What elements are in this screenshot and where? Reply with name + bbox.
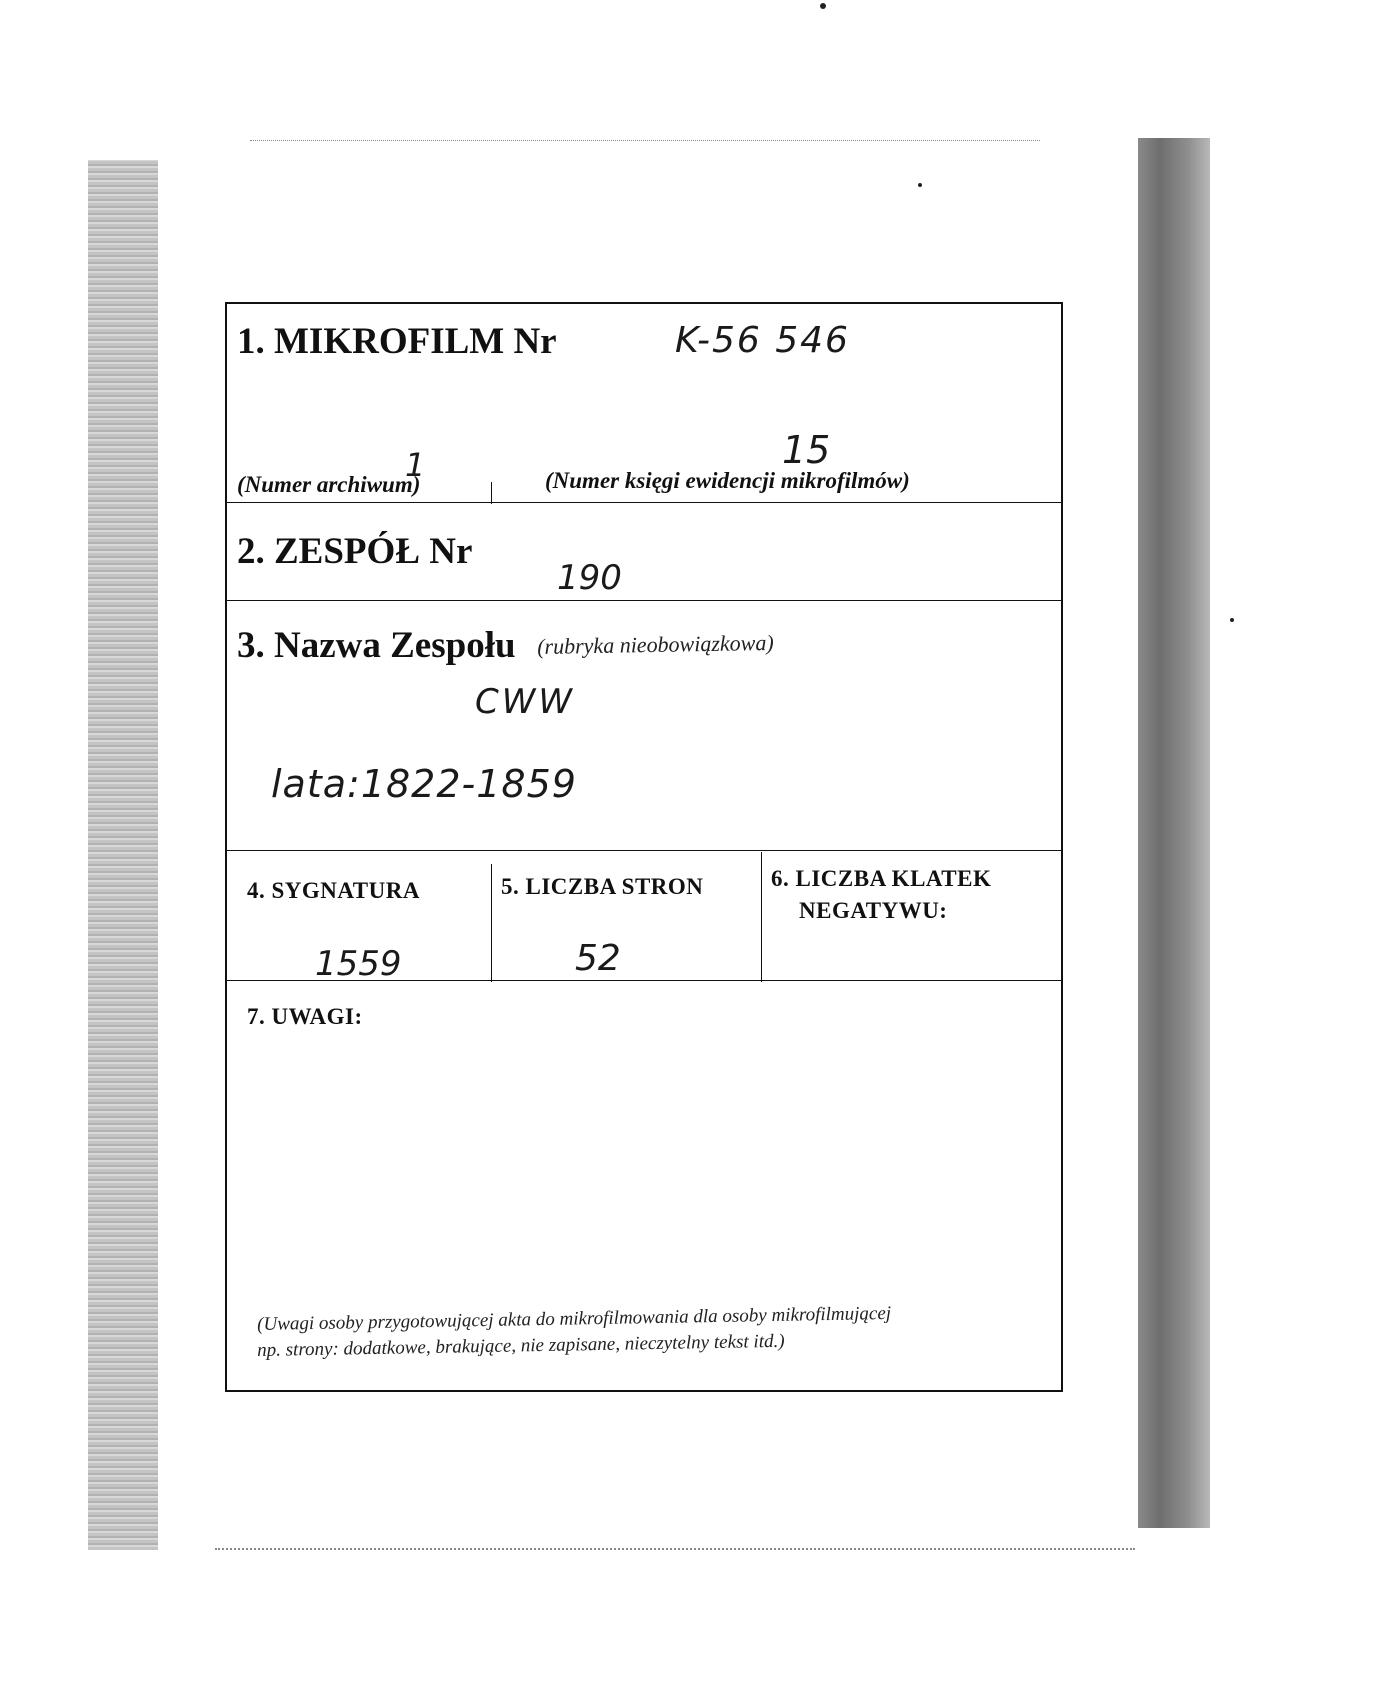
divider-archive	[491, 482, 492, 504]
scan-shadow-left	[88, 160, 158, 1550]
sheet-edge-bottom	[215, 1548, 1135, 1550]
page-count-label: 5. LICZBA STRON	[501, 874, 704, 899]
fonds-number-value: 190	[557, 558, 622, 598]
microfilm-number-value: K-56 546	[675, 320, 850, 361]
page-count-value: 52	[575, 938, 621, 979]
fonds-name-value: CWW	[475, 682, 575, 722]
scan-shadow-right	[1138, 138, 1210, 1528]
divider-col-b	[761, 852, 762, 982]
fonds-number-label: 2. ZESPÓŁ Nr	[237, 531, 473, 572]
remarks-note-2: np. strony: dodatkowe, brakujące, nie zapisane, nieczytelny tekst itd.)	[257, 1330, 785, 1361]
register-number-label: (Numer księgi ewidencji mikrofilmów)	[545, 468, 910, 493]
remarks-label: 7. UWAGI:	[247, 1004, 363, 1029]
divider-2	[227, 600, 1061, 601]
speck	[1230, 618, 1234, 622]
frame-count-label: 6. LICZBA KLATEK	[771, 866, 992, 891]
fonds-name-label: 3. Nazwa Zespołu	[237, 625, 516, 666]
signature-value: 1559	[315, 944, 402, 984]
divider-3	[227, 850, 1061, 851]
archive-number-value: 1	[405, 446, 426, 484]
archive-number-label: (Numer archiwum)	[237, 472, 421, 497]
sheet-edge-top	[250, 140, 1040, 141]
microfilm-number-label: 1. MIKROFILM Nr	[237, 321, 557, 362]
divider-1	[227, 502, 1061, 503]
register-number-value: 15	[782, 428, 831, 472]
fonds-dates-value: lata:1822-1859	[271, 762, 577, 806]
microfilm-form	[225, 302, 1063, 1392]
speck	[820, 3, 826, 9]
speck	[918, 183, 922, 187]
signature-label: 4. SYGNATURA	[247, 878, 420, 903]
frame-count-label-2: NEGATYWU:	[799, 898, 948, 923]
fonds-name-note: (rubryka nieobowiązkowa)	[537, 629, 774, 659]
remarks-note-1: (Uwagi osoby przygotowującej akta do mikrofilmowania dla osoby mikrofilmującej	[257, 1302, 892, 1335]
divider-col-a	[491, 864, 492, 982]
